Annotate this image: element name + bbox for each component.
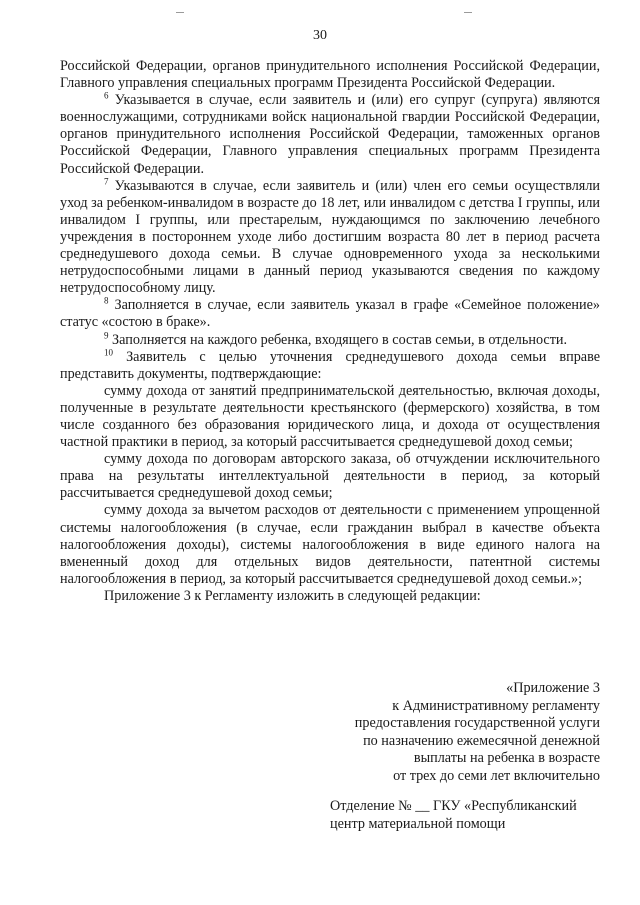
appendix-header — [280, 680, 600, 785]
department-line: центр материальной помощи — [330, 815, 506, 832]
footnote-marker: 6 — [104, 90, 109, 101]
footnote-8: $^8$ Заполняется в случае, если заявитель указал в графе «Семейное положение» статус «состою в браке». — [60, 295, 600, 331]
appendix-line: выплаты на ребенка в возрасте — [413, 750, 600, 766]
appendix-line: по назначению ежемесячной денежной — [363, 732, 600, 749]
scan-artifact-right — [464, 12, 472, 13]
page-number: 30 — [313, 28, 327, 43]
appendix-line: к Административному регламенту — [392, 697, 600, 714]
appendix-line: «Приложение 3 — [506, 680, 600, 696]
footnote-6: $^6$ Указывается в случае, если заявитель и (или) его супруг (супруга) являются военнослужащими, сотрудниками войск национальной гвардии Российской Федерации, органов принудительного исполнения Российской Федерации, таможенных органов Российской Федерации, Главного управления специальных программ Президента Российской Федерации. — [60, 90, 600, 177]
appendix-line: от трех до семи лет включительно — [393, 767, 600, 784]
appendix-line: предоставления государственной услуги — [354, 715, 600, 731]
appendix-intro: Приложение 3 к Регламенту изложить в следующей редакции: — [104, 587, 481, 604]
body-text — [60, 58, 600, 605]
footnote-marker: 10 — [104, 346, 113, 357]
department-line: Отделение № __ ГКУ «Республиканский — [330, 798, 577, 814]
footnote-marker: 7 — [104, 175, 109, 186]
footnote-10: $^{10}$ Заявитель с целью уточнения среднедушевого дохода семьи вправе представить документы, подтверждающие: — [60, 346, 600, 382]
scan-artifact-left — [176, 12, 184, 13]
footnote-7: $^7$ Указываются в случае, если заявитель и (или) член его семьи осуществляли уход за ребенком-инвалидом в возрасте до 18 лет, или инвалидом с детства I группы, или инвалидом I группы, или престарелым, нуждающимся по заключению лечебного учреждения в постороннем уходе либо достигшим возраста 80 лет в период расчета среднедушевого дохода семьи. В случае одновременного ухода за несколькими нетрудоспособными лицами в данный период указываются сведения по каждому нетрудоспособному лицу. — [60, 175, 600, 297]
list-item-tax-system-income: сумму дохода за вычетом расходов от деятельности с применением упрощенной системы налогообложения (в случае, если гражданин выбрал в качестве объекта налогообложения доходы), системы налогообложения в виде единого налога на вмененный доход для отдельных видов деятельности, патентной системы налогообложения в период, за который рассчитывается среднедушевой доход семьи.»; — [60, 502, 600, 587]
footnote-9: $^9$ Заполняется на каждого ребенка, входящего в состав семьи, в отдельности. — [104, 329, 568, 348]
footnote-marker: 8 — [104, 295, 109, 306]
list-item-author-contract-income: сумму дохода по договорам авторского заказа, об отчуждении исключительного права на результаты интеллектуальной деятельности в период, за который рассчитывается среднедушевой доход семьи; — [60, 451, 600, 502]
list-item-entrepreneur-income: сумму дохода от занятий предпринимательской деятельностью, включая доходы, полученные в результате деятельности крестьянского (фермерского) хозяйства, в том числе созданного без образования юридического лица, и дохода от осуществления частной практики в период, за который рассчитывается среднедушевой доход семьи; — [60, 382, 600, 451]
footnote-marker: 9 — [104, 329, 109, 340]
paragraph: Российской Федерации, органов принудительного исполнения Российской Федерации, Главного управления специальных программ Президента Российской Федерации. — [60, 58, 600, 92]
department-block — [330, 798, 610, 833]
